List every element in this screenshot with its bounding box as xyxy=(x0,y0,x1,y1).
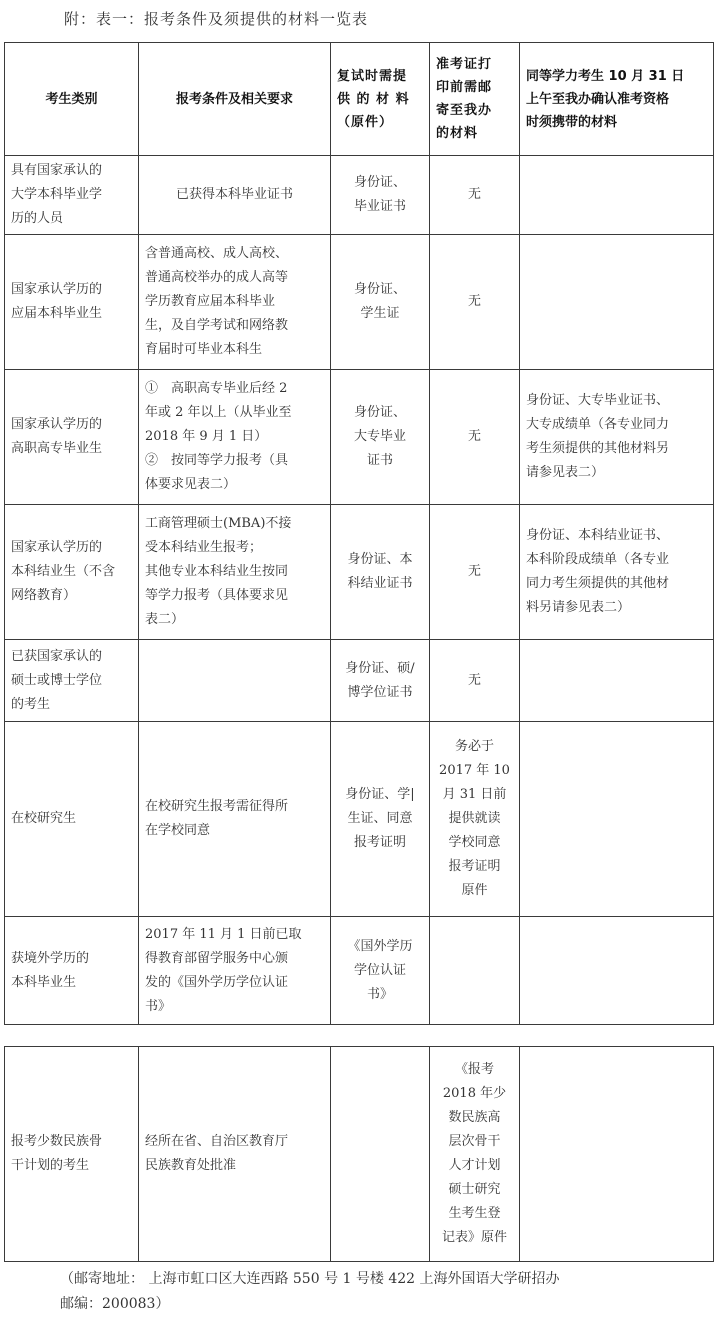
category-cell: 在校研究生 xyxy=(5,722,139,917)
mail-materials-cell: 无 xyxy=(430,156,520,235)
requirement-cell xyxy=(139,640,331,722)
mail-materials-cell: 无 xyxy=(430,235,520,370)
requirement-cell: 在校研究生报考需征得所 在学校同意 xyxy=(139,722,331,917)
header-category: 考生类别 xyxy=(5,43,139,156)
confirm-materials-cell xyxy=(520,917,714,1025)
table-row xyxy=(5,1047,714,1262)
table-row xyxy=(5,917,714,1025)
requirement-cell: ① 高职高专毕业后经 2 年或 2 年以上（从毕业至 2018 年 9 月 1 日） ② 按同等学力报考（具 体要求见表二） xyxy=(139,370,331,505)
retest-materials-cell: 身份证、 毕业证书 xyxy=(331,156,430,235)
table-row xyxy=(5,505,714,640)
retest-materials-cell: 身份证、硕/ 博学位证书 xyxy=(331,640,430,722)
requirement-cell: 已获得本科毕业证书 xyxy=(139,156,331,235)
confirm-materials-cell xyxy=(520,722,714,917)
retest-materials-cell: 《国外学历 学位认证 书》 xyxy=(331,917,430,1025)
mail-materials-cell: 《报考 2018 年少 数民族高 层次骨干 人才计划 硕士研究 生考生登 记表》原件 xyxy=(430,1047,520,1262)
table-row xyxy=(5,235,714,370)
table-row xyxy=(5,156,714,235)
mail-materials-cell: 务必于 2017 年 10 月 31 日前 提供就读 学校同意 报考证明 原件 xyxy=(430,722,520,917)
requirement-cell: 工商管理硕士(MBA)不接 受本科结业生报考； 其他专业本科结业生按同 等学力报考（具体要求见 表二） xyxy=(139,505,331,640)
mail-materials-cell xyxy=(430,917,520,1025)
table-row xyxy=(5,370,714,505)
retest-materials-cell: 身份证、学| 生证、同意 报考证明 xyxy=(331,722,430,917)
table-row xyxy=(5,722,714,917)
table-caption: 附：表一：报考条件及须提供的材料一览表 xyxy=(64,10,369,28)
mail-materials-cell: 无 xyxy=(430,640,520,722)
mailing-address-note: （邮寄地址： 上海市虹口区大连西路 550 号 1 号楼 422 上海外国语大学研招办 邮编：200083） xyxy=(60,1271,560,1312)
category-cell: 具有国家承认的 大学本科毕业学 历的人员 xyxy=(5,156,139,235)
confirm-materials-cell xyxy=(520,156,714,235)
confirm-materials-cell xyxy=(520,640,714,722)
category-cell: 国家承认学历的 本科结业生（不含 网络教育） xyxy=(5,505,139,640)
header-mail-materials: 准考证打 印前需邮 寄至我办 的材料 xyxy=(430,43,520,156)
mail-materials-cell: 无 xyxy=(430,505,520,640)
minority-plan-table xyxy=(4,1046,714,1262)
category-cell: 已获国家承认的 硕士或博士学位 的考生 xyxy=(5,640,139,722)
retest-materials-cell: 身份证、本 科结业证书 xyxy=(331,505,430,640)
category-cell: 国家承认学历的 高职高专毕业生 xyxy=(5,370,139,505)
category-cell: 获境外学历的 本科毕业生 xyxy=(5,917,139,1025)
confirm-materials-cell: 身份证、本科结业证书、 本科阶段成绩单（各专业 同力考生须提供的其他材 料另请参见表二） xyxy=(520,505,714,640)
requirements-table xyxy=(4,42,714,1025)
category-cell: 报考少数民族骨 干计划的考生 xyxy=(5,1047,139,1262)
retest-materials-cell xyxy=(331,1047,430,1262)
mail-materials-cell: 无 xyxy=(430,370,520,505)
header-confirm-materials: 同等学力考生 10 月 31 日 上午至我办确认准考资格 时须携带的材料 xyxy=(520,43,714,156)
retest-materials-cell: 身份证、 大专毕业 证书 xyxy=(331,370,430,505)
confirm-materials-cell xyxy=(520,1047,714,1262)
table-row xyxy=(5,640,714,722)
retest-materials-cell: 身份证、 学生证 xyxy=(331,235,430,370)
header-requirement: 报考条件及相关要求 xyxy=(139,43,331,156)
requirement-cell: 含普通高校、成人高校、 普通高校举办的成人高等 学历教育应届本科毕业 生，及自学考试和网络教 育届时可毕业本科生 xyxy=(139,235,331,370)
header-retest-materials: 复试时需提 供 的 材 料 （原件） xyxy=(331,43,430,156)
requirement-cell: 2017 年 11 月 1 日前已取 得教育部留学服务中心颁 发的《国外学历学位认证 书》 xyxy=(139,917,331,1025)
requirement-cell: 经所在省、自治区教育厅 民族教育处批准 xyxy=(139,1047,331,1262)
confirm-materials-cell xyxy=(520,235,714,370)
confirm-materials-cell: 身份证、大专毕业证书、 大专成绩单（各专业同力 考生须提供的其他材料另 请参见表二） xyxy=(520,370,714,505)
header-row xyxy=(5,43,714,156)
category-cell: 国家承认学历的 应届本科毕业生 xyxy=(5,235,139,370)
